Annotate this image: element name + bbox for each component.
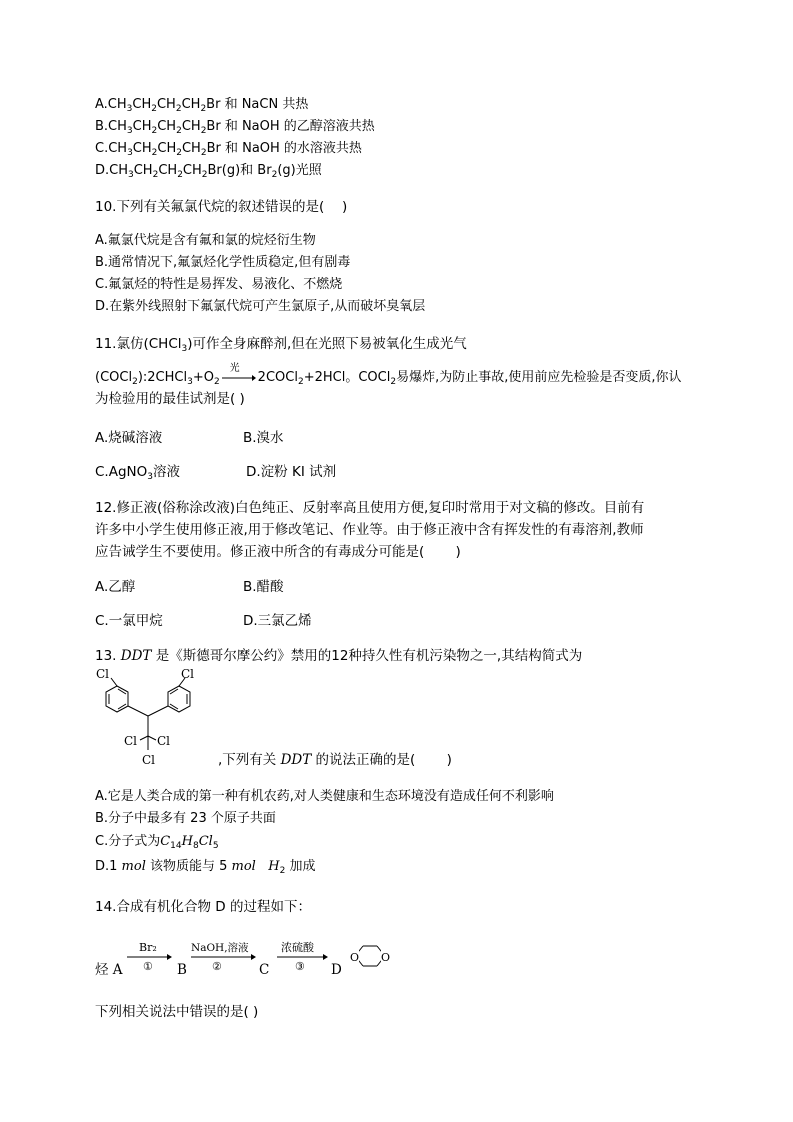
chlorine-label: Cl [96, 668, 110, 681]
q11-option-d: D.淀粉 KI 试剂 [246, 464, 337, 480]
q9-option-b: $B.CH_3CH_2CH_2CH_2Br$ 和 NaOH 的乙醇溶液共热 [95, 119, 375, 136]
q11-stem-line3: 为检验用的最佳试剂是( ) [95, 391, 245, 407]
reagent-3-label: 浓硫酸 [281, 941, 314, 954]
q9-option-d: $D.CH_3CH_2CH_2CH_2Br(g)$和 $Br_2(g)$光照 [95, 163, 322, 180]
q10-option-d: D.在紫外线照射下氟氯代烷可产生氯原子,从而破坏臭氧层 [95, 299, 426, 314]
q12-option-c: C.一氯甲烷 [95, 613, 163, 629]
q10-stem: 10.下列有关氟氯代烷的叙述错误的是( ) [95, 199, 348, 215]
q10-option-c: C.氟氯烃的特性是易挥发、易液化、不燃烧 [95, 277, 343, 292]
arrow-icon [222, 373, 256, 383]
reagent-1-label: Br₂ [139, 941, 157, 954]
compound-b-label: B [177, 962, 187, 978]
compound-d-label: D [331, 962, 342, 978]
q12-option-d: D.三氯乙烯 [243, 613, 312, 629]
chlorine-label: Cl [124, 734, 138, 748]
q13-option-c: C.分子式为$C_{14}H_8Cl_5$ [95, 834, 219, 851]
step-2-number: ② [212, 960, 222, 973]
q13-stem: 13. DDT 是《斯德哥尔摩公约》禁用的12种持久性有机污染物之一,其结构简式为 [95, 648, 583, 664]
chlorine-label: Cl [142, 753, 156, 767]
q13-option-d: D.1 mol 该物质能与 5 mol $H_2$ 加成 [95, 859, 316, 876]
q11-option-b: B.溴水 [243, 430, 284, 446]
q13-option-b: B.分子中最多有 23 个原子共面 [95, 811, 276, 826]
q12-option-a: A.乙醇 [95, 579, 136, 595]
q12-stem-line3: 应告诫学生不要使用。修正液中所含的有毒成分可能是( ) [95, 544, 461, 560]
chlorine-label: Cl [181, 668, 195, 681]
oxygen-label: O [381, 951, 391, 964]
q11-option-a: A.烧碱溶液 [95, 430, 163, 446]
oxygen-label: O [350, 951, 360, 964]
chlorine-label: Cl [157, 734, 171, 748]
q14-synthesis-scheme [95, 934, 415, 984]
q12-stem-line1: 12.修正液(俗称涂改液)白色纯正、反射率高且使用方便,复印时常用于对文稿的修改。目前有 [95, 500, 645, 516]
ddt-structure-diagram [95, 668, 225, 770]
q10-option-b: B.通常情况下,氟氯烃化学性质稳定,但有剧毒 [95, 255, 351, 270]
q13-stem-continued: ,下列有关 DDT 的说法正确的是( ) [218, 752, 452, 768]
q14-stem: 14.合成有机化合物 D 的过程如下： [95, 899, 311, 915]
q11-option-c: C.AgNO$_3$溶液 [95, 464, 180, 482]
q11-stem-line1: 11.氯仿(CHCl$_3$)可作全身麻醉剂,但在光照下易被氧化生成光气 [95, 336, 467, 354]
reagent-2-label: NaOH,溶液 [191, 942, 249, 954]
q9-option-a: $A.CH_3CH_2CH_2CH_2Br$ 和 NaCN 共热 [95, 97, 309, 114]
q12-option-b: B.醋酸 [243, 579, 284, 595]
compound-a-label: 烃 A [95, 962, 123, 978]
light-arrow: 光 [222, 371, 256, 385]
q9-option-c: $C.CH_3CH_2CH_2CH_2Br$ 和 NaOH 的水溶液共热 [95, 141, 362, 158]
q14-question: 下列相关说法中错误的是( ) [95, 1004, 259, 1020]
q13-option-a: A.它是人类合成的第一种有机农药,对人类健康和生态环境没有造成任何不利影响 [95, 789, 554, 804]
compound-c-label: C [259, 962, 270, 978]
step-1-number: ① [143, 960, 153, 973]
q10-option-a: A.氟氯代烷是含有氟和氯的烷烃衍生物 [95, 233, 316, 248]
q11-stem-line2: $(COCl_2):2CHCl_3+O_2$ 光 2COCl$_2$+2HCl。COCl$_2$易爆炸,为防止事故,使用前应先检验是否变质,你认 [95, 362, 682, 387]
step-3-number: ③ [295, 960, 305, 973]
q12-stem-line2: 许多中小学生使用修正液,用于修改笔记、作业等。由于修正液中含有挥发性的有毒溶剂,教师 [95, 522, 644, 538]
